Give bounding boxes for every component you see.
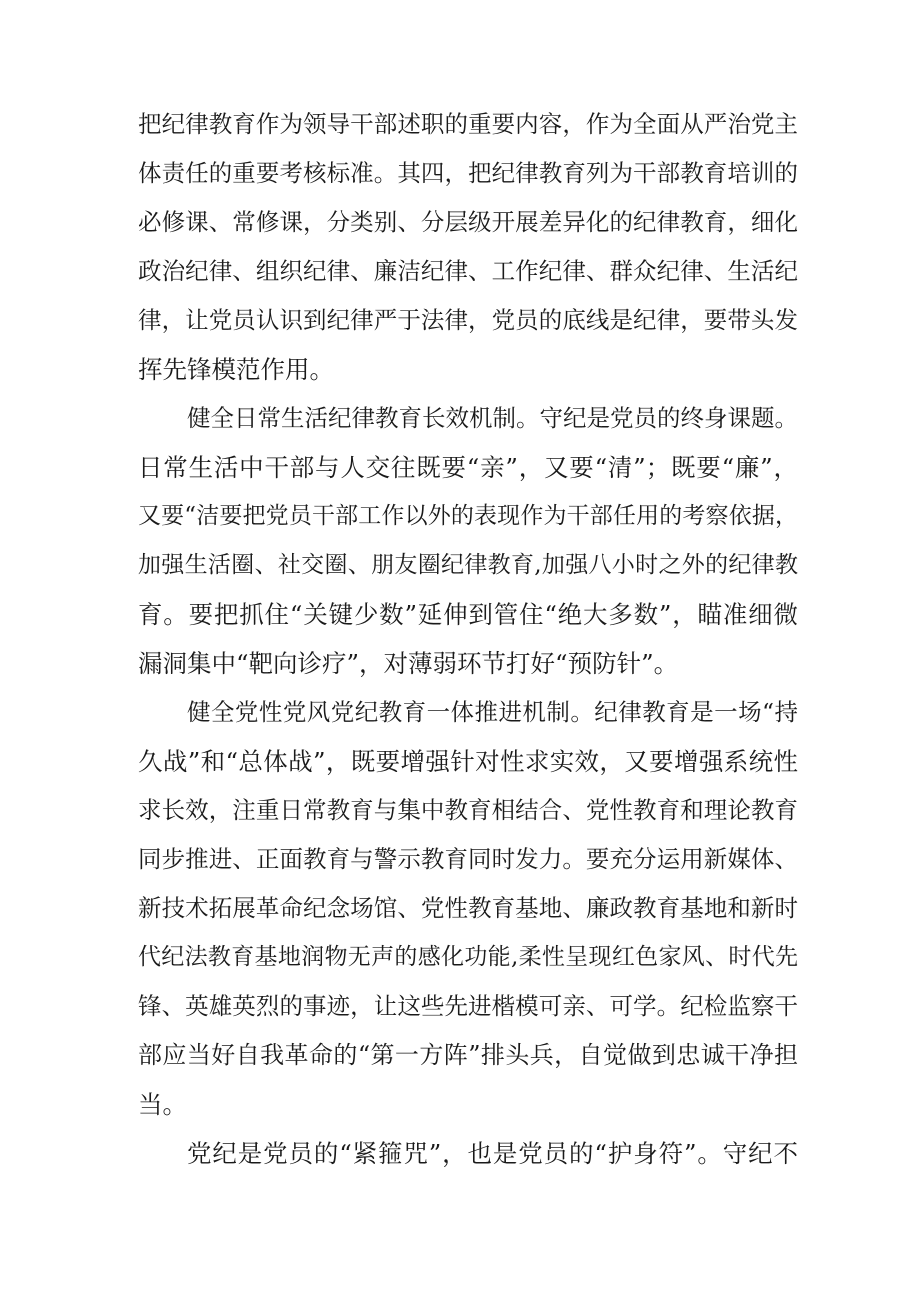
- text-line: 律，让党员认识到纪律严于法律，党员的底线是纪律，要带头发: [138, 306, 798, 334]
- text-line: 当。: [138, 1090, 187, 1119]
- text-line: 必修课、常修课，分类别、分层级开展差异化的纪律教育，细化: [138, 208, 798, 236]
- paragraph-3: [138, 688, 798, 1129]
- text-line: 新技术拓展革命纪念场馆、党性教育基地、廉政教育基地和新时: [138, 894, 798, 922]
- text-line: 挥先锋模范作用。: [138, 355, 334, 384]
- text-line: 日常生活中干部与人交往既要“亲”，又要“清”；既要“廉”，: [138, 453, 798, 482]
- text-line: 健全日常生活纪律教育长效机制。守纪是党员的终身课题。: [187, 404, 798, 432]
- text-line: 又要“洁要把党员干部工作以外的表现作为干部任用的考察依据，: [138, 503, 798, 529]
- text-line: 育。要把抓住“关键少数”延伸到管住“绝大多数”，瞄准细微: [138, 600, 798, 629]
- text-line: 代纪法教育基地润物无声的感化功能,柔性呈现红色家风、时代先: [138, 944, 798, 970]
- paragraph-4: [138, 1129, 798, 1178]
- text-line: 漏洞集中“靶向诊疗”，对薄弱环节打好“预防针”。: [138, 649, 679, 678]
- text-line: 健全党性党风党纪教育一体推进机制。纪律教育是一场“持: [187, 698, 798, 726]
- text-line: 久战”和“总体战”，既要增强针对性求实效，又要增强系统性: [138, 747, 798, 776]
- paragraph-2: [138, 394, 798, 688]
- text-line: 体责任的重要考核标准。其四，把纪律教育列为干部教育培训的: [138, 159, 798, 187]
- text-line: 锋、英雄英烈的事迹，让这些先进楷模可亲、可学。纪检监察干: [138, 992, 798, 1020]
- text-line: 求长效，注重日常教育与集中教育相结合、党性教育和理论教育: [138, 796, 798, 824]
- text-line: 政治纪律、组织纪律、廉洁纪律、工作纪律、群众纪律、生活纪: [138, 257, 798, 285]
- text-line: 加强生活圈、社交圈、朋友圈纪律教育,加强八小时之外的纪律教: [138, 552, 798, 578]
- document-body: [138, 100, 798, 1178]
- text-line: 党纪是党员的“紧箍咒”，也是党员的“护身符”。守纪不: [187, 1139, 798, 1168]
- paragraph-1: [138, 100, 798, 394]
- text-line: 把纪律教育作为领导干部述职的重要内容，作为全面从严治党主: [138, 110, 798, 138]
- text-line: 同步推进、正面教育与警示教育同时发力。要充分运用新媒体、: [138, 845, 798, 873]
- text-line: 部应当好自我革命的“第一方阵”排头兵，自觉做到忠诚干净担: [138, 1041, 798, 1069]
